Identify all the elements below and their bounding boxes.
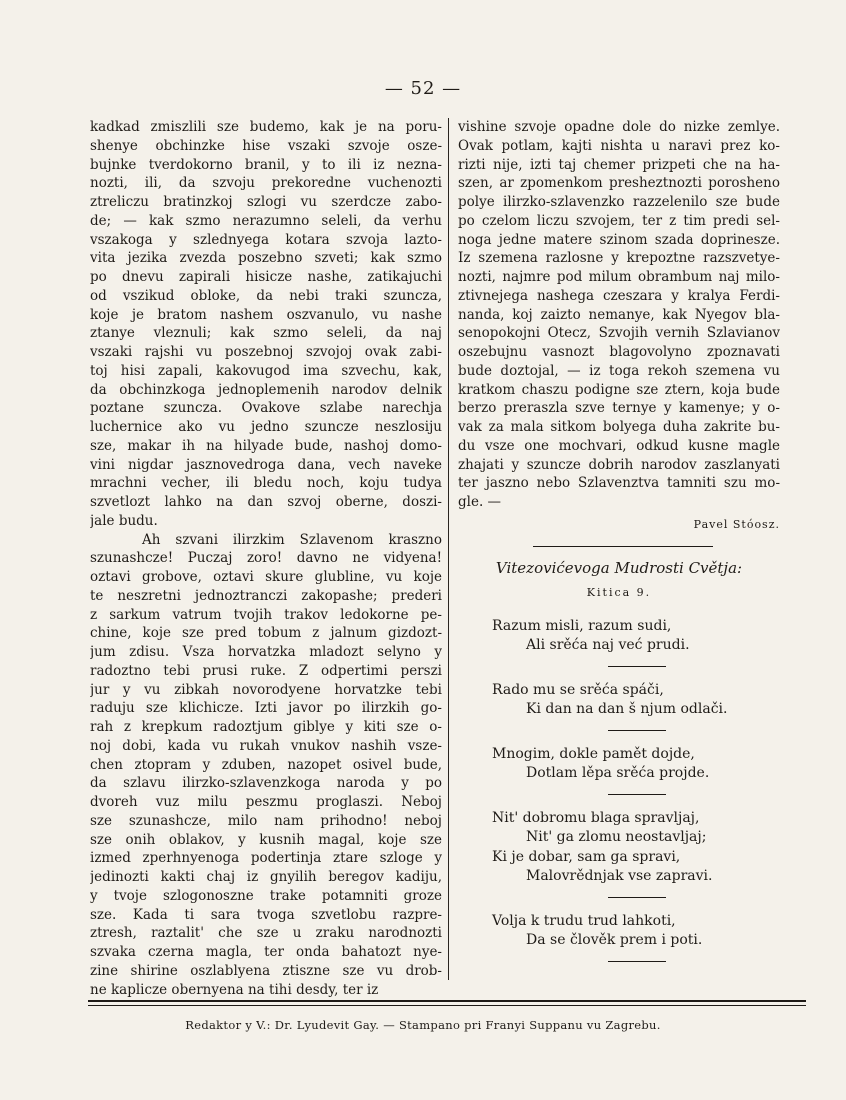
text-line: toj hisi zapali, kakovugod ima szvechu, kak, [90,362,442,379]
text-line: senopokojni Otecz, Szvojih vernih Szlavianov [458,325,780,342]
poem-title: Vitezovićevoga Mudrosti Cvětja: [495,559,743,578]
text-line: izmed zperhnyenoga podertinja ztare szloge y [90,850,442,867]
text-line: jum zdisu. Vsza horvatzka mladozt selyno y [90,644,442,660]
text-line: vszakoga y szlednyega kotara szvoja lazto- [90,231,442,248]
left-column [90,118,442,999]
text-line: ztreliczu bratinzkoj szlogi vu szerdcze zabo- [90,194,442,210]
text-line: kratkom chaszu podigne sze ztern, koja bude [458,381,780,398]
text-line: szen, ar zpomenkom presheztnozti porosheno [458,175,780,192]
poem-verse: Dotlam lěpa srěća projde. [526,765,710,782]
poem-verse: Rado mu se srěća spáči, [492,681,664,698]
stanza-divider [608,666,666,667]
text-line: bujnke tverdokorno branil, y to ili iz nezna- [90,156,442,173]
text-line: Iz szemena razlosne y krepoztne razszvetye- [458,250,780,267]
text-line: ztresh, raztalit' che sze u zraku narodnozti [90,925,442,942]
text-line: szunashcze! Puczaj zoro! davno ne vidyena! [90,550,442,567]
text-line: Ovak potlam, kajti nishta u naravi prez ko- [458,137,780,154]
text-line: sze szunashcze, milo nam prihodno! neboj [90,812,442,829]
poem-verse: Mnogim, dokle pamět dojde, [492,745,695,762]
text-line: ztanye vleznuli; kak szmo seleli, da naj [90,325,442,342]
text-line: nanda, koj zaizto nemanye, kak Nyegov bla- [458,306,780,323]
text-line: zhajati y szuncze dobrih narodov zaszlanyati [458,456,780,473]
poem-stanza [458,617,780,656]
stanza-divider [608,961,666,962]
text-line: jale budu. [90,512,158,529]
text-line: jedinozti kakti chaj iz gnyilih beregov kadiju, [90,869,442,885]
text-line: ter jaszno nebo Szlavenztva tamniti szu mo- [458,475,780,492]
text-line: mrachni vecher, ili bledu noch, koju tudya [90,475,442,492]
footer-rule-thin [88,1005,806,1006]
poem-verse: Volja k trudu trud lahkoti, [492,912,676,929]
page-number: — 52 — [384,78,462,99]
text-line: po dnevu zapirali hisicze nashe, zatikajuchi [90,269,442,285]
text-line: berzo preraszla szve ternye y kamenye; y o- [458,400,780,417]
text-line: raduju sze klichicze. Izti javor po ilirzkih go- [90,700,442,717]
text-line: noj dobi, kada vu rukah vnukov nashih vsze- [90,737,442,754]
poem-verse: Malovrědnjak vse zapravi. [526,868,713,885]
poem-stanza [458,681,780,720]
text-line: kadkad zmiszlili sze budemo, kak je na poru- [90,119,442,135]
text-line: poztane szuncza. Ovakove szlabe narechja [90,400,442,417]
poem-stanza [458,912,780,951]
text-line: sze onih oblakov, y kusnih magal, koje sze [90,831,442,848]
text-line: sze, makar ih na hilyade bude, nashoj domo- [90,437,442,454]
footer-rule-thick [88,1000,806,1002]
text-line: sze. Kada ti sara tvoga szvetlobu razpre- [90,906,442,923]
section-divider [533,546,713,548]
text-line: rizti nije, izti taj chemer prizpeti che na ha- [458,156,780,173]
text-line: nozti, ili, da szvoju prekoredne vuchenozti [90,175,442,192]
stanza-label: Kitica 9. [586,586,652,599]
text-line: vishine szvoje opadne dole do nizke zemlye. [458,119,780,135]
text-line: vita jezika zvezda poszebno szveti; kak szmo [90,250,442,267]
text-line: shenye obchinzke hise vszaki szvoje osze- [90,137,442,154]
text-line: bude doztojal, — iz toga rekoh szemena vu [458,362,780,379]
text-line: koje je bratom nashem oszvanulo, vu nashe [90,306,442,323]
text-line: od vszikud obloke, da nebi traki szuncza, [90,287,442,304]
text-line: Ah szvani ilirzkim Szlavenom kraszno [142,531,442,548]
text-line: jur y vu zibkah novorodyene horvatzke tebi [90,681,442,698]
right-column [458,118,780,976]
text-line: oszebujnu vasnozt blagovolyno zpoznavati [458,344,780,360]
text-line: chen ztopram y zduben, nazopet osivel bude, [90,756,442,773]
text-line: da szlavu ilirzko-szlavenzkoga naroda y po [90,775,442,792]
poem-verse: Nit' dobromu blaga spravljaj, [492,809,700,826]
text-line: gle. — [458,494,502,510]
poem-verse: Nit' ga zlomu neostavljaj; [526,829,707,846]
poem-verse: Ki dan na dan š njum odlači. [526,701,728,718]
text-line: da obchinzkoga jednoplemenih narodov delnik [90,381,442,398]
poem-verse: Da se člověk prem i poti. [526,932,703,949]
poem-verse: Ali srěća naj već prudi. [526,637,690,654]
text-line: polye ilirzko-szlavenzko razzelenilo sze bude [458,194,780,210]
stanza-divider [608,730,666,731]
text-line: ztivnejega nashega czeszara y kralya Ferdi- [458,287,780,304]
text-line: oztavi grobove, oztavi skure glubline, vu koje [90,569,442,585]
text-line: noga jedne matere szinom szada doprinesze. [458,231,780,248]
text-line: dvoreh vuz milu peszmu proglaszi. Neboj [90,794,442,810]
text-line: radoztno tebi prusi ruke. Z odpertimi perszi [90,662,442,679]
poem-verse: Razum misli, razum sudi, [492,617,672,634]
imprint-footer: Redaktor y V.: Dr. Lyudevit Gay. — Stampano pri Franyi Suppanu vu Zagrebu. [185,1018,661,1032]
text-line: szvetlozt lahko na dan szvoj oberne, doszi- [90,494,442,510]
stanza-divider [608,897,666,898]
text-line: po czelom liczu szvojem, ter z tim predi sel- [458,212,780,229]
text-line: de; — kak szmo nerazumno seleli, da verhu [90,212,442,229]
text-line: du vsze one mochvari, odkud kusne magle [458,437,780,454]
right-column-text [458,118,780,512]
text-line: vak za mala sitkom bolyega duha zakrite bu- [458,419,780,435]
author-signature: Pavel Stóosz. [693,517,780,531]
text-line: nozti, najmre pod milum obrambum naj milo- [458,269,780,285]
poem-stanza [458,745,780,784]
stanza-divider [608,794,666,795]
text-line: vszaki rajshi vu poszebnoj szvojoj ovak zabi- [90,344,442,360]
text-line: rah z krepkum radoztjum giblye y kiti sze o- [90,719,442,735]
text-line: luchernice ako vu jedno szuncze neszlosiju [90,419,442,435]
poem-verse: Ki je dobar, sam ga spravi, [492,848,681,865]
text-line: ne kaplicze obernyena na tihi desdy, ter iz [90,981,379,998]
column-divider [448,118,449,980]
text-line: y tvoje szlogonoszne trake potamniti groze [90,887,442,904]
poem-stanza [458,809,780,887]
text-line: szvaka czerna magla, ter onda bahatozt nye- [90,944,442,960]
text-line: z sarkum vatrum tvojih trakov ledokorne pe- [90,606,442,623]
text-line: vini nigdar jasznovedroga dana, vech naveke [90,456,442,473]
text-line: te neszretni jednoztranczi zakopashe; prederi [90,587,442,604]
text-line: zine shirine oszlablyena ztiszne sze vu drob- [90,962,442,979]
text-line: chine, koje sze pred tobum z jalnum gizdozt- [90,625,442,642]
poem-body [458,617,780,962]
